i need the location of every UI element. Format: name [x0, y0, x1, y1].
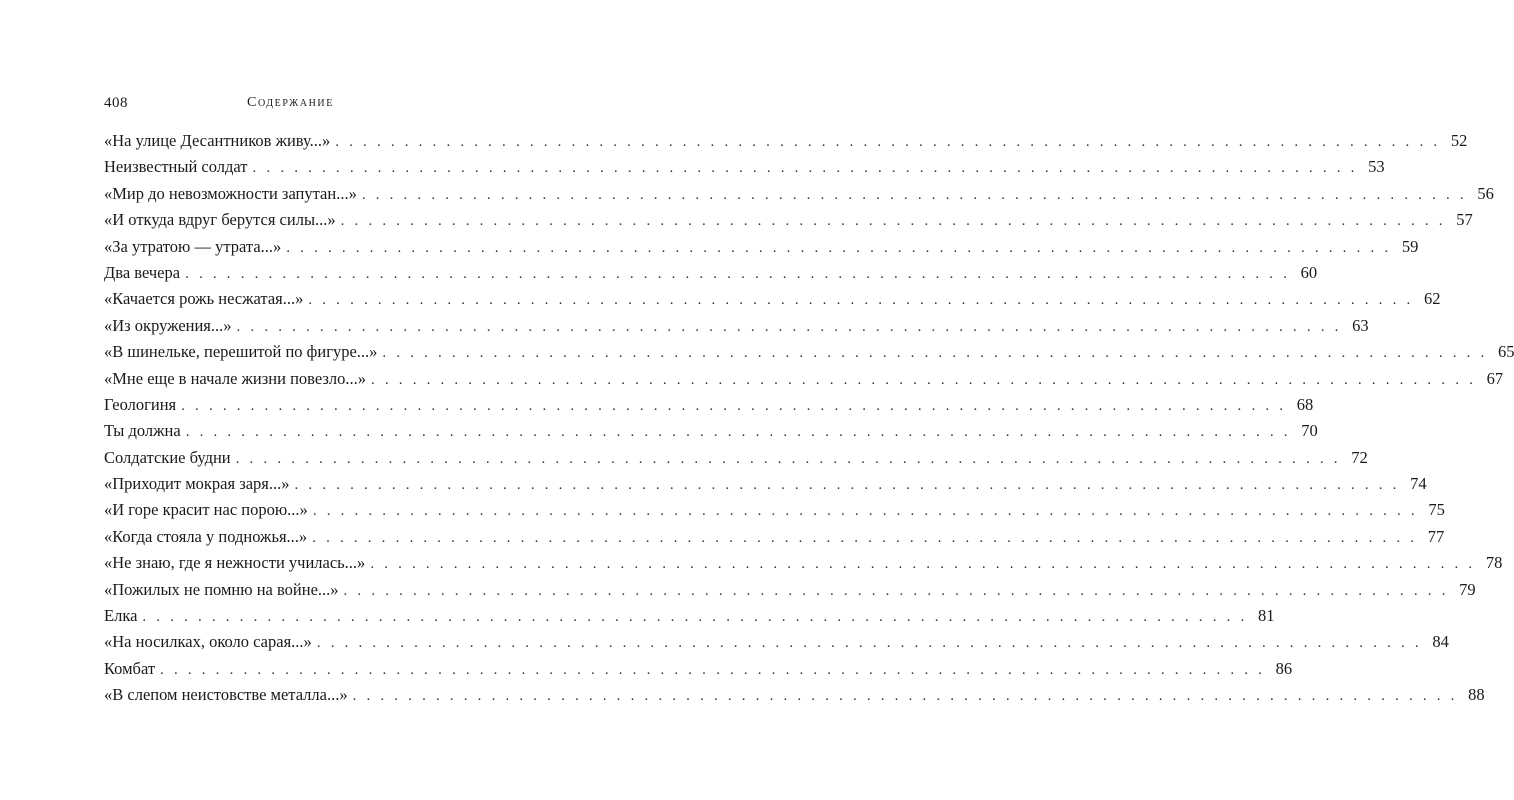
toc-entry-title: Геологиня: [104, 394, 177, 414]
toc-entry-page: 79: [1459, 579, 1476, 599]
toc-dot-leader: . . . . . . . . . . . . . . . . . . . . . . . . . . . . . . . . . . . . . . . . . . . . . . . . . . . . . . . . . . . . . . . . . . . . . . . . . . . . . . . .: [343, 582, 1449, 599]
toc-entry-title: «Качается рожь несжатая...»: [104, 289, 304, 309]
toc-entry-title: «И горе красит нас порою...»: [104, 500, 308, 520]
toc-dot-leader: . . . . . . . . . . . . . . . . . . . . . . . . . . . . . . . . . . . . . . . . . . . . . . . . . . . . . . . . . . . . . . . . . . . . . . . . . . . . . . . .: [181, 397, 1287, 414]
toc-entry-page: 67: [1486, 368, 1504, 388]
toc-entry: [104, 210, 1473, 236]
toc-entry: [104, 632, 1449, 658]
toc-entry: [104, 315, 1369, 342]
toc-dot-leader: . . . . . . . . . . . . . . . . . . . . . . . . . . . . . . . . . . . . . . . . . . . . . . . . . . . . . . . . . . . . . . . . . . . . . . . . . . . . . . . .: [361, 186, 1467, 203]
toc-entry-page: 52: [1450, 131, 1468, 150]
toc-entry: [104, 606, 1275, 632]
toc-entry-page: 86: [1275, 658, 1293, 678]
toc-entry-title: Два вечера: [104, 262, 181, 282]
toc-entry: [104, 236, 1419, 263]
toc-dot-leader: . . . . . . . . . . . . . . . . . . . . . . . . . . . . . . . . . . . . . . . . . . . . . . . . . . . . . . . . . . . . . . . . . . . . . . . . . . . . . . . .: [370, 556, 1476, 573]
toc-dot-leader: . . . . . . . . . . . . . . . . . . . . . . . . . . . . . . . . . . . . . . . . . . . . . . . . . . . . . . . . . . . . . . . . . . . . . . . . . . . . . . . .: [312, 503, 1418, 520]
toc-entry-title: Ты должна: [104, 421, 181, 441]
toc-entry: [104, 447, 1368, 474]
toc-entry: [104, 183, 1494, 210]
toc-entry-page: 59: [1401, 236, 1419, 256]
toc-dot-leader: . . . . . . . . . . . . . . . . . . . . . . . . . . . . . . . . . . . . . . . . . . . . . . . . . . . . . . . . . . . . . . . . . . . . . . . . . . . . . . . .: [252, 160, 1358, 177]
toc-entry-page: 77: [1427, 526, 1445, 546]
toc-entry: [104, 421, 1318, 447]
toc-entry-page: 63: [1352, 315, 1369, 335]
toc-entry-page: 70: [1301, 421, 1318, 441]
toc-entry-title: «В шинельке, перешитой по фигуре...»: [104, 342, 378, 362]
toc-entry: [104, 394, 1314, 421]
toc-entry-title: «На улице Десантников живу...»: [104, 131, 331, 150]
toc-entry-page: 84: [1432, 632, 1449, 652]
toc-entry-page: 72: [1351, 447, 1368, 467]
section-title: Содержание: [247, 95, 334, 110]
toc-dot-leader: . . . . . . . . . . . . . . . . . . . . . . . . . . . . . . . . . . . . . . . . . . . . . . . . . . . . . . . . . . . . . . . . . . . . . . . . . . . . . . . .: [335, 134, 1441, 150]
toc-dot-leader: . . . . . . . . . . . . . . . . . . . . . . . . . . . . . . . . . . . . . . . . . . . . . . . . . . . . . . . . . . . . . . . . . . . . . . . . . . . . . . . .: [316, 635, 1422, 652]
toc-entry-page: 53: [1368, 157, 1385, 177]
toc-entry-title: «Мир до невозможности запутан...»: [104, 183, 357, 203]
toc-entry-title: Неизвестный солдат: [104, 157, 248, 177]
toc-dot-leader: . . . . . . . . . . . . . . . . . . . . . . . . . . . . . . . . . . . . . . . . . . . . . . . . . . . . . . . . . . . . . . . . . . . . . . . . . . . . . . . .: [185, 265, 1291, 282]
toc-entry-page: 78: [1485, 553, 1503, 573]
toc-entry: [104, 342, 1514, 368]
toc-entry: [104, 685, 1485, 711]
toc-dot-leader: . . . . . . . . . . . . . . . . . . . . . . . . . . . . . . . . . . . . . . . . . . . . . . . . . . . . . . . . . . . . . . . . . . . . . . . . . . . . . . . .: [160, 661, 1266, 678]
toc-entry: [104, 289, 1441, 315]
toc-entry-title: «Приходит мокрая заря...»: [104, 474, 290, 494]
toc-entry-page: 75: [1428, 500, 1445, 520]
toc-dot-leader: . . . . . . . . . . . . . . . . . . . . . . . . . . . . . . . . . . . . . . . . . . . . . . . . . . . . . . . . . . . . . . . . . . . . . . . . . . . . . . . .: [352, 688, 1458, 705]
toc-dot-leader: . . . . . . . . . . . . . . . . . . . . . . . . . . . . . . . . . . . . . . . . . . . . . . . . . . . . . . . . . . . . . . . . . . . . . . . . . . . . . . . .: [236, 318, 1342, 335]
toc-entry-title: «В слепом неистовстве металла...»: [104, 685, 348, 705]
toc-entry-title: Солдатские будни: [104, 447, 231, 467]
toc-dot-leader: . . . . . . . . . . . . . . . . . . . . . . . . . . . . . . . . . . . . . . . . . . . . . . . . . . . . . . . . . . . . . . . . . . . . . . . . . . . . . . . .: [312, 529, 1418, 546]
toc-entry-page: 81: [1257, 606, 1275, 626]
toc-dot-leader: . . . . . . . . . . . . . . . . . . . . . . . . . . . . . . . . . . . . . . . . . . . . . . . . . . . . . . . . . . . . . . . . . . . . . . . . . . . . . . . .: [371, 371, 1477, 388]
toc-dot-leader: . . . . . . . . . . . . . . . . . . . . . . . . . . . . . . . . . . . . . . . . . . . . . . . . . . . . . . . . . . . . . . . . . . . . . . . . . . . . . . . .: [340, 213, 1446, 230]
toc-entry-page: 56: [1477, 183, 1494, 203]
toc-entry-page: 88: [1468, 685, 1485, 705]
toc-dot-leader: . . . . . . . . . . . . . . . . . . . . . . . . . . . . . . . . . . . . . . . . . . . . . . . . . . . . . . . . . . . . . . . . . . . . . . . . . . . . . . . .: [308, 292, 1414, 309]
table-of-contents: [104, 131, 1514, 712]
toc-entry-title: «Когда стояла у подножья...»: [104, 526, 308, 546]
toc-entry: [104, 262, 1318, 289]
toc-entry: [104, 526, 1445, 553]
toc-dot-leader: . . . . . . . . . . . . . . . . . . . . . . . . . . . . . . . . . . . . . . . . . . . . . . . . . . . . . . . . . . . . . . . . . . . . . . . . . . . . . . . .: [382, 345, 1488, 362]
toc-dot-leader: . . . . . . . . . . . . . . . . . . . . . . . . . . . . . . . . . . . . . . . . . . . . . . . . . . . . . . . . . . . . . . . . . . . . . . . . . . . . . . . .: [185, 424, 1291, 441]
toc-entry-title: «На носилках, около сарая...»: [104, 632, 312, 652]
toc-entry-title: «Из окружения...»: [104, 315, 232, 335]
toc-entry: [104, 474, 1427, 500]
toc-entry-title: Елка: [104, 606, 138, 626]
toc-entry: [104, 553, 1503, 579]
toc-entry-page: 57: [1456, 210, 1473, 230]
toc-dot-leader: . . . . . . . . . . . . . . . . . . . . . . . . . . . . . . . . . . . . . . . . . . . . . . . . . . . . . . . . . . . . . . . . . . . . . . . . . . . . . . . .: [142, 609, 1248, 626]
toc-entry: [104, 131, 1468, 157]
toc-entry: [104, 500, 1445, 526]
toc-entry-page: 62: [1423, 289, 1441, 309]
toc-entry: [104, 579, 1476, 606]
toc-entry-page: 68: [1296, 394, 1314, 414]
toc-entry-title: «Мне еще в начале жизни повезло...»: [104, 368, 366, 388]
toc-entry: [104, 157, 1385, 183]
toc-entry-title: «Не знаю, где я нежности училась...»: [104, 553, 366, 573]
page-number: 408: [104, 95, 128, 111]
toc-entry-title: Комбат: [104, 658, 156, 678]
toc-dot-leader: . . . . . . . . . . . . . . . . . . . . . . . . . . . . . . . . . . . . . . . . . . . . . . . . . . . . . . . . . . . . . . . . . . . . . . . . . . . . . . . .: [235, 450, 1341, 467]
toc-dot-leader: . . . . . . . . . . . . . . . . . . . . . . . . . . . . . . . . . . . . . . . . . . . . . . . . . . . . . . . . . . . . . . . . . . . . . . . . . . . . . . . .: [294, 477, 1400, 494]
toc-entry-title: «Пожилых не помню на войне...»: [104, 579, 339, 599]
toc-entry-page: 60: [1300, 262, 1318, 282]
toc-entry: [104, 368, 1504, 395]
toc-entry-title: «И откуда вдруг берутся силы...»: [104, 210, 336, 230]
running-head: [104, 95, 480, 115]
toc-dot-leader: . . . . . . . . . . . . . . . . . . . . . . . . . . . . . . . . . . . . . . . . . . . . . . . . . . . . . . . . . . . . . . . . . . . . . . . . . . . . . . . .: [286, 239, 1392, 256]
toc-entry-title: «За утратою — утрата...»: [104, 236, 282, 256]
toc-entry: [104, 658, 1293, 685]
toc-entry-page: 74: [1410, 474, 1427, 494]
toc-entry-page: 65: [1497, 342, 1514, 362]
